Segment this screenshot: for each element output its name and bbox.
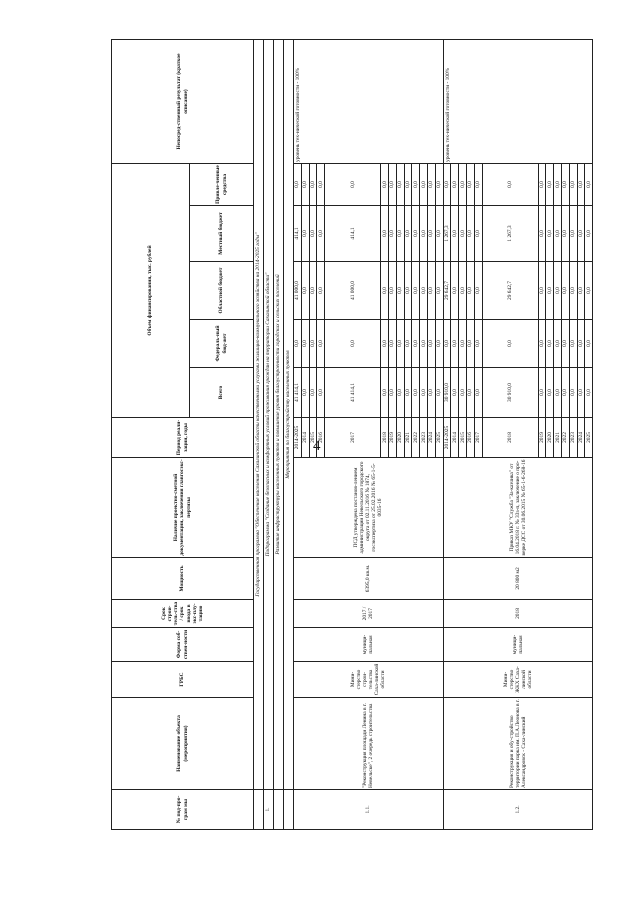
cell-regional: 29 642,7 bbox=[443, 262, 451, 320]
cell-attracted: 0,0 bbox=[381, 164, 389, 206]
cell-attracted: 0,0 bbox=[577, 164, 585, 206]
cell-federal: 0,0 bbox=[451, 320, 459, 368]
object-psd: Приказ МКУ "Служба "За-казчика" от 16.04.2018 г. № 33з-п, заключение о про-верке ДСС от 30.06.2015 № 65-1-6-268-16 bbox=[443, 458, 593, 558]
cell-total: 0,0 bbox=[301, 368, 309, 418]
section-empty bbox=[274, 790, 284, 830]
cell-total: 0,0 bbox=[427, 368, 435, 418]
cell-total: 30 910,0 bbox=[482, 368, 538, 418]
events-title: Мероприятия по благоустройству населенных пунктов bbox=[284, 40, 294, 790]
cell-local: 0,0 bbox=[309, 206, 317, 262]
cell-period: 2022 bbox=[561, 418, 569, 458]
cell-attracted: 0,0 bbox=[412, 164, 420, 206]
object-result: уровень тех-нической готовности - 100% bbox=[294, 40, 444, 164]
object-psd: ПСД утверждена постанов-лением администрации Невельского городского округа от 02.11.2016 № 1874, госэкспертиза от 25.02.2016 № 65-1-5-0035-16 bbox=[294, 458, 444, 558]
cell-period: 2025 bbox=[585, 418, 593, 458]
object-capacity: 6395,0 кв.м. bbox=[294, 558, 444, 600]
header-term: Срок строи-тель-ства / срок ввода в экс-плу-тацию bbox=[112, 600, 254, 628]
page-number: 4 bbox=[313, 438, 321, 454]
cell-local: 0,0 bbox=[427, 206, 435, 262]
cell-local: 0,0 bbox=[538, 206, 546, 262]
cell-federal: 0,0 bbox=[546, 320, 554, 368]
direction-title: Развитие инфраструктуры населенных пунктов и повышение уровня благоустроенности городских и сельских поселений bbox=[274, 40, 284, 790]
header-psd: Наличие проектно-сметной документации, заключения главгосэкс-пертизы bbox=[112, 458, 254, 558]
program-title: Государственная программа "Обеспечение населения Сахалинской области качественными услугами жилищно-коммунального хозяйства на 2014-2025 годы" bbox=[254, 40, 264, 790]
cell-regional: 0,0 bbox=[309, 262, 317, 320]
section-empty bbox=[284, 790, 294, 830]
cell-federal: 0,0 bbox=[420, 320, 428, 368]
cell-period: 2020 bbox=[546, 418, 554, 458]
cell-local: 0,0 bbox=[546, 206, 554, 262]
cell-federal: 0,0 bbox=[435, 320, 443, 368]
header-result: Непосред-ственный результат (краткое описание) bbox=[112, 40, 254, 164]
cell-attracted: 0,0 bbox=[538, 164, 546, 206]
cell-total: 0,0 bbox=[569, 368, 577, 418]
header-period: Период реали-зации, годы bbox=[112, 418, 254, 458]
cell-total: 0,0 bbox=[396, 368, 404, 418]
cell-federal: 0,0 bbox=[427, 320, 435, 368]
object-result: уровень тех-нической готовности - 100% bbox=[443, 40, 593, 164]
cell-local: 1 267,3 bbox=[482, 206, 538, 262]
cell-attracted: 0,0 bbox=[585, 164, 593, 206]
cell-total: 0,0 bbox=[577, 368, 585, 418]
header-name: Наименование объекта (мероприятия) bbox=[112, 698, 254, 790]
cell-local: 0,0 bbox=[381, 206, 389, 262]
cell-period: 2015 bbox=[309, 418, 317, 458]
cell-regional: 0,0 bbox=[577, 262, 585, 320]
cell-attracted: 0,0 bbox=[325, 164, 381, 206]
cell-period: 2023 bbox=[569, 418, 577, 458]
object-num: 1.2. bbox=[443, 790, 593, 830]
cell-federal: 0,0 bbox=[294, 320, 302, 368]
cell-total: 0,0 bbox=[309, 368, 317, 418]
cell-regional: 0,0 bbox=[474, 262, 482, 320]
object-capacity: 20 800 м2 bbox=[443, 558, 593, 600]
cell-period: 2016 bbox=[466, 418, 474, 458]
cell-local: 0,0 bbox=[577, 206, 585, 262]
cell-period: 2024 bbox=[577, 418, 585, 458]
cell-total: 0,0 bbox=[554, 368, 562, 418]
cell-local: 0,0 bbox=[396, 206, 404, 262]
cell-period: 2018 bbox=[381, 418, 389, 458]
cell-regional: 0,0 bbox=[569, 262, 577, 320]
cell-regional: 0,0 bbox=[546, 262, 554, 320]
cell-period: 2022 bbox=[412, 418, 420, 458]
header-regional: Областной бюджет bbox=[190, 262, 254, 320]
cell-total: 0,0 bbox=[466, 368, 474, 418]
cell-attracted: 0,0 bbox=[459, 164, 467, 206]
section-num-1: 1. bbox=[264, 790, 274, 830]
cell-attracted: 0,0 bbox=[554, 164, 562, 206]
cell-federal: 0,0 bbox=[325, 320, 381, 368]
cell-attracted: 0,0 bbox=[435, 164, 443, 206]
financing-table bbox=[111, 39, 593, 830]
cell-local: 0,0 bbox=[404, 206, 412, 262]
header-total: Всего bbox=[190, 368, 254, 418]
cell-total: 0,0 bbox=[538, 368, 546, 418]
cell-period: 2023 bbox=[420, 418, 428, 458]
cell-regional: 0,0 bbox=[412, 262, 420, 320]
cell-attracted: 0,0 bbox=[309, 164, 317, 206]
cell-period: 2016 bbox=[317, 418, 325, 458]
cell-regional: 41 000,0 bbox=[325, 262, 381, 320]
rotated-table-sheet bbox=[111, 40, 601, 830]
header-grbs: ГРБС bbox=[112, 662, 254, 698]
cell-period: 2014-2025 bbox=[443, 418, 451, 458]
cell-regional: 0,0 bbox=[301, 262, 309, 320]
cell-total: 30 910,0 bbox=[443, 368, 451, 418]
cell-total: 0,0 bbox=[420, 368, 428, 418]
cell-period: 2014 bbox=[301, 418, 309, 458]
cell-attracted: 0,0 bbox=[546, 164, 554, 206]
object-term: 2018 bbox=[443, 600, 593, 628]
header-ownership: Форма соб-ствен-ности bbox=[112, 628, 254, 662]
cell-period: 2021 bbox=[554, 418, 562, 458]
cell-local: 0,0 bbox=[435, 206, 443, 262]
cell-attracted: 0,0 bbox=[569, 164, 577, 206]
cell-federal: 0,0 bbox=[317, 320, 325, 368]
cell-local: 0,0 bbox=[466, 206, 474, 262]
cell-federal: 0,0 bbox=[443, 320, 451, 368]
cell-period: 2020 bbox=[396, 418, 404, 458]
cell-regional: 0,0 bbox=[585, 262, 593, 320]
object-grbs: Мини-стерство строи-тельства Саха-линской области bbox=[294, 662, 444, 698]
cell-local: 0,0 bbox=[585, 206, 593, 262]
cell-total: 0,0 bbox=[459, 368, 467, 418]
cell-period: 2018 bbox=[482, 418, 538, 458]
cell-local: 414,1 bbox=[294, 206, 302, 262]
cell-local: 0,0 bbox=[451, 206, 459, 262]
cell-federal: 0,0 bbox=[569, 320, 577, 368]
cell-regional: 0,0 bbox=[396, 262, 404, 320]
cell-local: 0,0 bbox=[388, 206, 396, 262]
object-ownership: муници-пальная bbox=[294, 628, 444, 662]
cell-period: 2019 bbox=[388, 418, 396, 458]
cell-period: 2017 bbox=[325, 418, 381, 458]
cell-local: 0,0 bbox=[569, 206, 577, 262]
cell-regional: 0,0 bbox=[381, 262, 389, 320]
cell-local: 0,0 bbox=[474, 206, 482, 262]
subprogram-title: Подпрограмма "Создание безопасных и комфортных условий проживания граждан на территории Сахалинской области" bbox=[264, 40, 274, 790]
cell-federal: 0,0 bbox=[554, 320, 562, 368]
table-row bbox=[294, 40, 302, 830]
cell-total: 0,0 bbox=[317, 368, 325, 418]
object-num: 1.1. bbox=[294, 790, 444, 830]
cell-period: 2015 bbox=[459, 418, 467, 458]
cell-federal: 0,0 bbox=[404, 320, 412, 368]
cell-total: 0,0 bbox=[381, 368, 389, 418]
cell-federal: 0,0 bbox=[396, 320, 404, 368]
cell-federal: 0,0 bbox=[412, 320, 420, 368]
cell-attracted: 0,0 bbox=[388, 164, 396, 206]
header-local: Местный бюджет bbox=[190, 206, 254, 262]
cell-federal: 0,0 bbox=[388, 320, 396, 368]
cell-federal: 0,0 bbox=[459, 320, 467, 368]
cell-attracted: 0,0 bbox=[301, 164, 309, 206]
cell-total: 41 414,1 bbox=[325, 368, 381, 418]
object-grbs: Мини-стерство ЖКХ Саха-линской области bbox=[443, 662, 593, 698]
cell-total: 0,0 bbox=[585, 368, 593, 418]
cell-local: 0,0 bbox=[561, 206, 569, 262]
cell-federal: 0,0 bbox=[482, 320, 538, 368]
cell-period: 2024 bbox=[427, 418, 435, 458]
header-attracted: Привле-ченные средства bbox=[190, 164, 254, 206]
cell-federal: 0,0 bbox=[381, 320, 389, 368]
cell-federal: 0,0 bbox=[538, 320, 546, 368]
cell-attracted: 0,0 bbox=[482, 164, 538, 206]
cell-local: 1 267,3 bbox=[443, 206, 451, 262]
object-ownership: муници-пальная bbox=[443, 628, 593, 662]
cell-regional: 0,0 bbox=[538, 262, 546, 320]
cell-total: 0,0 bbox=[451, 368, 459, 418]
cell-regional: 0,0 bbox=[388, 262, 396, 320]
cell-total: 0,0 bbox=[474, 368, 482, 418]
cell-regional: 29 642,7 bbox=[482, 262, 538, 320]
cell-federal: 0,0 bbox=[466, 320, 474, 368]
cell-total: 0,0 bbox=[546, 368, 554, 418]
cell-attracted: 0,0 bbox=[294, 164, 302, 206]
cell-total: 41 414,1 bbox=[294, 368, 302, 418]
cell-regional: 0,0 bbox=[420, 262, 428, 320]
cell-regional: 0,0 bbox=[459, 262, 467, 320]
cell-period: 2014-2025 bbox=[294, 418, 302, 458]
cell-total: 0,0 bbox=[404, 368, 412, 418]
cell-regional: 0,0 bbox=[317, 262, 325, 320]
cell-local: 0,0 bbox=[459, 206, 467, 262]
cell-attracted: 0,0 bbox=[420, 164, 428, 206]
cell-attracted: 0,0 bbox=[443, 164, 451, 206]
cell-federal: 0,0 bbox=[474, 320, 482, 368]
cell-local: 414,1 bbox=[325, 206, 381, 262]
cell-attracted: 0,0 bbox=[474, 164, 482, 206]
object-term: 2017 / 2017 bbox=[294, 600, 444, 628]
cell-regional: 0,0 bbox=[404, 262, 412, 320]
header-num: № под-про-грам мы bbox=[112, 790, 254, 830]
cell-attracted: 0,0 bbox=[396, 164, 404, 206]
cell-period: 2014 bbox=[451, 418, 459, 458]
cell-regional: 0,0 bbox=[554, 262, 562, 320]
header-funding: Объем финансирования, тыс. рублей bbox=[112, 164, 190, 418]
cell-local: 0,0 bbox=[420, 206, 428, 262]
cell-regional: 0,0 bbox=[451, 262, 459, 320]
cell-federal: 0,0 bbox=[561, 320, 569, 368]
cell-attracted: 0,0 bbox=[466, 164, 474, 206]
cell-attracted: 0,0 bbox=[317, 164, 325, 206]
header-capacity: Мощность bbox=[112, 558, 254, 600]
cell-regional: 0,0 bbox=[427, 262, 435, 320]
object-name: Реконструкция и обу-стройство территории парка им. П.А.Леонова в г. Александровск - Саха-линский bbox=[443, 698, 593, 790]
cell-total: 0,0 bbox=[561, 368, 569, 418]
cell-attracted: 0,0 bbox=[404, 164, 412, 206]
cell-total: 0,0 bbox=[388, 368, 396, 418]
cell-local: 0,0 bbox=[412, 206, 420, 262]
cell-attracted: 0,0 bbox=[451, 164, 459, 206]
cell-total: 0,0 bbox=[412, 368, 420, 418]
cell-attracted: 0,0 bbox=[561, 164, 569, 206]
cell-local: 0,0 bbox=[554, 206, 562, 262]
cell-regional: 41 000,0 bbox=[294, 262, 302, 320]
cell-federal: 0,0 bbox=[301, 320, 309, 368]
cell-attracted: 0,0 bbox=[427, 164, 435, 206]
cell-period: 2021 bbox=[404, 418, 412, 458]
object-name: "Реконструкция площади Ленина в г. Невельске", 2 очередь строительства bbox=[294, 698, 444, 790]
cell-local: 0,0 bbox=[301, 206, 309, 262]
cell-regional: 0,0 bbox=[466, 262, 474, 320]
cell-period: 2019 bbox=[538, 418, 546, 458]
cell-regional: 0,0 bbox=[435, 262, 443, 320]
section-empty bbox=[254, 790, 264, 830]
cell-federal: 0,0 bbox=[577, 320, 585, 368]
cell-period: 2025 bbox=[435, 418, 443, 458]
cell-period: 2017 bbox=[474, 418, 482, 458]
header-federal: Федераль-ный бюд-жет bbox=[190, 320, 254, 368]
cell-federal: 0,0 bbox=[309, 320, 317, 368]
cell-total: 0,0 bbox=[435, 368, 443, 418]
cell-federal: 0,0 bbox=[585, 320, 593, 368]
cell-regional: 0,0 bbox=[561, 262, 569, 320]
cell-local: 0,0 bbox=[317, 206, 325, 262]
table-row bbox=[443, 40, 451, 830]
